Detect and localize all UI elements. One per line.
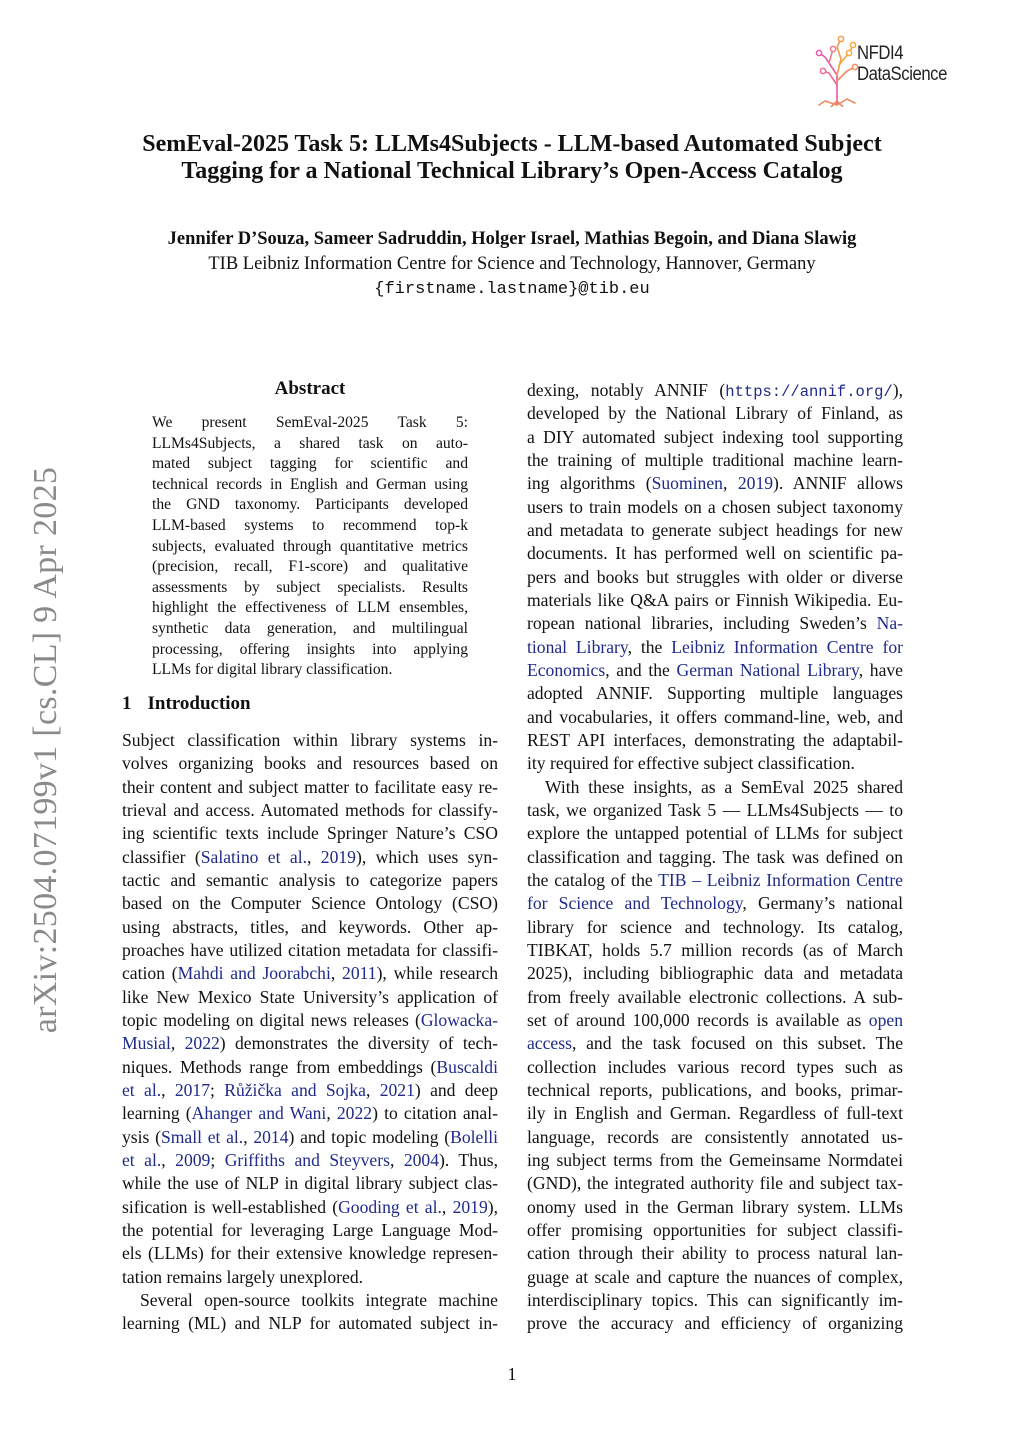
text-line: processing, offering insights into applying xyxy=(152,640,468,658)
text-line: set of around 100,000 records is available as open xyxy=(527,1009,903,1030)
citation-link[interactable]: Mahdi and Joorabchi xyxy=(177,963,331,984)
citation-link[interactable]: et al. xyxy=(122,1149,162,1170)
text-line: guage at scale and capture the nuances of complex, xyxy=(527,1266,903,1287)
citation-link[interactable]: 2009 xyxy=(175,1149,211,1170)
text-line: LLM-based systems to recommend top-k xyxy=(152,517,468,534)
citation-link[interactable]: Růžička and Sojka xyxy=(224,1079,366,1100)
citation-link[interactable]: Salatino et al. xyxy=(200,846,307,867)
text-line: access, and the task focused on this subset. The xyxy=(527,1033,903,1054)
text-line: ing scientific texts include Springer Nature’s CSO xyxy=(122,823,498,844)
citation-link[interactable]: Musial xyxy=(122,1033,171,1054)
text-line: tation remains largely unexplored. xyxy=(122,1266,364,1287)
citation-link[interactable]: 2014 xyxy=(253,1126,289,1147)
text-line: materials like Q&A pairs or Finnish Wikipedia. Eu- xyxy=(527,589,903,610)
text-line: the GND taxonomy. Participants developed xyxy=(152,496,468,514)
text-line: technical records in English and German using xyxy=(152,475,468,493)
citation-link[interactable]: 2017 xyxy=(174,1079,211,1100)
text-line: task, we organized Task 5 — LLMs4Subjects — to xyxy=(527,799,903,820)
text-line: mated subject tagging for scientific and xyxy=(152,455,468,473)
text-line: highlight the effectiveness of LLM ensembles, xyxy=(152,599,468,617)
text-line: cation (Mahdi and Joorabchi, 2011), while research xyxy=(122,963,499,984)
text-line: like New Mexico State University’s application of xyxy=(122,986,498,1007)
paper-title xyxy=(0,131,1024,185)
text-line: onomy used in the German library system. LLMs xyxy=(527,1196,903,1217)
text-line: Economics, and the German National Library, have xyxy=(527,659,903,680)
text-line: the potential for leveraging Large Language Mod- xyxy=(122,1219,498,1240)
text-line: for Science and Technology, Germany’s national xyxy=(527,893,903,914)
authors: Jennifer D’Souza, Sameer Sadruddin, Holger Israel, Mathias Begoin, and Diana Slawig xyxy=(167,229,857,249)
text-line: ily in English and German. Regardless of full-text xyxy=(527,1103,903,1124)
text-line: sification is well-established (Gooding et al., 2019), xyxy=(122,1196,499,1217)
text-line: prove the accuracy and efficiency of organizing xyxy=(527,1313,903,1334)
citation-link[interactable]: tional Library xyxy=(527,636,628,657)
logo-line-1: NFDI4 xyxy=(857,43,904,64)
text-line: language, records are consistently annotated us- xyxy=(527,1126,903,1147)
text-line: explore the untapped potential of LLMs for subject xyxy=(527,823,903,844)
text-line: based on the Computer Science Ontology (CSO) xyxy=(122,893,498,914)
citation-link[interactable]: Small et al. xyxy=(160,1126,244,1147)
text-line: cation through their ability to process natural lan- xyxy=(527,1243,903,1264)
logo-line-2: DataScience xyxy=(857,64,947,85)
text-line: the training of multiple traditional machine learn- xyxy=(527,449,903,470)
text-line: users to train models on a chosen subject taxonomy xyxy=(527,496,903,517)
text-line: niques. Methods range from embeddings (Buscaldi xyxy=(122,1056,498,1077)
text-line: ing algorithms (Suominen, 2019). ANNIF allows xyxy=(527,473,903,494)
citation-link[interactable]: Leibniz Information Centre for xyxy=(671,636,903,657)
text-line: documents. It has performed well on scientific pa- xyxy=(527,543,903,564)
text-line: topic modeling on digital news releases (Glowacka- xyxy=(122,1009,498,1030)
text-line: learning (Ahanger and Wani, 2022) to citation anal- xyxy=(122,1103,498,1124)
text-line: subjects, evaluated through quantitative metrics xyxy=(152,537,468,555)
email: {firstname.lastname}@tib.eu xyxy=(374,280,650,299)
text-line: ysis (Small et al., 2014) and topic modeling (Bolelli xyxy=(122,1126,498,1147)
text-line: REST API interfaces, demonstrating the adaptabil- xyxy=(527,729,903,750)
citation-link[interactable]: Ahanger and Wani xyxy=(191,1103,327,1124)
text-line: LLMs for digital library classification. xyxy=(152,661,393,679)
citation-link[interactable]: 2019 xyxy=(737,473,774,494)
title-line-1: SemEval-2025 Task 5: LLMs4Subjects - LLM-based Automated Subject xyxy=(142,131,882,157)
section-heading xyxy=(122,693,251,715)
text-line: Subject classification within library systems in- xyxy=(122,730,498,750)
text-line: ity required for effective subject classification. xyxy=(527,753,855,774)
tree-icon xyxy=(815,35,861,107)
citation-link[interactable]: 2022 xyxy=(336,1103,373,1124)
url-link[interactable]: https://annif.org/ xyxy=(725,383,893,401)
text-line: els (LLMs) for their extensive knowledge represen- xyxy=(122,1243,498,1264)
citation-link[interactable]: Griffiths and Steyvers xyxy=(224,1149,390,1170)
citation-link[interactable]: Economics xyxy=(527,659,606,680)
text-line: collection includes various record types such as xyxy=(527,1056,903,1077)
text-line: Several open-source toolkits integrate machine xyxy=(140,1289,498,1310)
text-line: interdisciplinary topics. This can significantly im- xyxy=(527,1289,903,1310)
text-line: developed by the National Library of Finland, as xyxy=(527,403,903,424)
text-line: dexing, notably ANNIF (https://annif.org/), xyxy=(527,380,903,401)
text-line: LLMs4Subjects, a shared task on auto- xyxy=(152,434,468,452)
abstract-heading: Abstract xyxy=(274,378,346,399)
page-number: 1 xyxy=(507,1364,517,1384)
citation-link[interactable]: et al. xyxy=(122,1079,162,1100)
text-line: the catalog of the TIB – Leibniz Information Centre xyxy=(527,869,903,890)
text-line: trieval and access. Automated methods for classify- xyxy=(122,799,498,820)
citation-link[interactable]: 2019 xyxy=(452,1196,488,1217)
citation-link[interactable]: German National Library xyxy=(676,659,859,680)
text-line: ing subject terms from the Gemeinsame Normdatei xyxy=(527,1149,903,1170)
citation-link[interactable]: 2011 xyxy=(342,963,377,984)
text-line: proaches have utilized citation metadata for classifi- xyxy=(122,939,498,960)
text-line: ropean national libraries, including Sweden’s Na- xyxy=(527,613,903,634)
text-line: classifier (Salatino et al., 2019), which uses syn- xyxy=(122,846,498,867)
citation-link[interactable]: open xyxy=(868,1009,903,1030)
text-line: classification and tagging. The task was defined on xyxy=(527,846,903,867)
text-line: assessments by subject specialists. Results xyxy=(152,578,468,596)
citation-link[interactable]: Suominen xyxy=(651,473,723,494)
citation-link[interactable]: 2021 xyxy=(379,1079,415,1100)
affiliation: TIB Leibniz Information Centre for Science and Technology, Hannover, Germany xyxy=(208,254,816,274)
logo-text xyxy=(857,43,947,85)
text-line: (GND), the integrated authority file and subject tax- xyxy=(527,1173,903,1194)
text-line: (precision, recall, F1-score) and qualitative xyxy=(152,558,468,576)
citation-link[interactable]: TIB – Leibniz Information Centre xyxy=(658,869,903,890)
text-line: learning (ML) and NLP for automated subject in- xyxy=(122,1313,498,1334)
citation-link[interactable]: Buscaldi xyxy=(436,1056,498,1077)
text-line: while the use of NLP in digital library subject clas- xyxy=(122,1173,498,1194)
text-line: TIBKAT, holds 5.7 million records (as of March xyxy=(527,939,903,960)
citation-link[interactable]: Bolelli xyxy=(450,1126,498,1147)
text-line: synthetic data generation, and multilingual xyxy=(152,620,468,637)
text-line: their content and subject matter to facilitate easy re- xyxy=(122,776,498,797)
text-line: Musial, 2022) demonstrates the diversity of tech- xyxy=(122,1033,498,1054)
citation-link[interactable]: 2019 xyxy=(320,846,356,867)
citation-link[interactable]: 2004 xyxy=(403,1149,439,1170)
text-line: volves organizing books and resources based on xyxy=(122,753,498,774)
text-line: We present SemEval-2025 Task 5: xyxy=(152,414,468,431)
citation-link[interactable]: 2022 xyxy=(184,1033,220,1054)
text-line: tional Library, the Leibniz Information Centre for xyxy=(527,636,903,657)
text-line: tactic and semantic analysis to categorize papers xyxy=(122,869,498,890)
text-line: technical reports, publications, and books, primar- xyxy=(527,1079,903,1100)
text-line: With these insights, as a SemEval 2025 shared xyxy=(545,776,903,797)
citation-link[interactable]: for Science and Technology xyxy=(527,893,743,914)
text-line: a DIY automated subject indexing tool supporting xyxy=(527,426,903,447)
citation-link[interactable]: access xyxy=(527,1033,572,1054)
section-number: 1 xyxy=(122,693,132,714)
text-line: from freely available electronic collections. A sub- xyxy=(527,986,903,1007)
text-line: et al., 2017; Růžička and Sojka, 2021) and deep xyxy=(122,1079,498,1100)
title-line-2: Tagging for a National Technical Library’s Open-Access Catalog xyxy=(181,158,843,184)
text-line: 2025), including bibliographic data and metadata xyxy=(527,963,903,984)
text-line: and metadata to generate subject headings for new xyxy=(527,519,903,540)
text-line: pers and books but struggles with older or diverse xyxy=(527,566,903,587)
text-line: offer promising opportunities for subject classifi- xyxy=(527,1219,903,1240)
arxiv-stamp: arXiv:2504.07199v1 [cs.CL] 9 Apr 2025 xyxy=(27,466,64,1034)
text-line: and vocabularies, it offers command-line, web, and xyxy=(527,706,903,727)
citation-link[interactable]: Na- xyxy=(876,613,903,634)
citation-link[interactable]: Glowacka- xyxy=(420,1009,498,1030)
text-line: adopted ANNIF. Supporting multiple languages xyxy=(527,683,903,704)
text-line: using abstracts, titles, and keywords. Other ap- xyxy=(122,916,498,937)
section-title: Introduction xyxy=(147,693,251,714)
nfdi4datascience-logo xyxy=(815,35,965,107)
text-line: et al., 2009; Griffiths and Steyvers, 2004). Thus, xyxy=(122,1149,498,1170)
citation-link[interactable]: Gooding et al. xyxy=(338,1196,442,1217)
text-line: library for science and technology. Its catalog, xyxy=(527,916,903,937)
